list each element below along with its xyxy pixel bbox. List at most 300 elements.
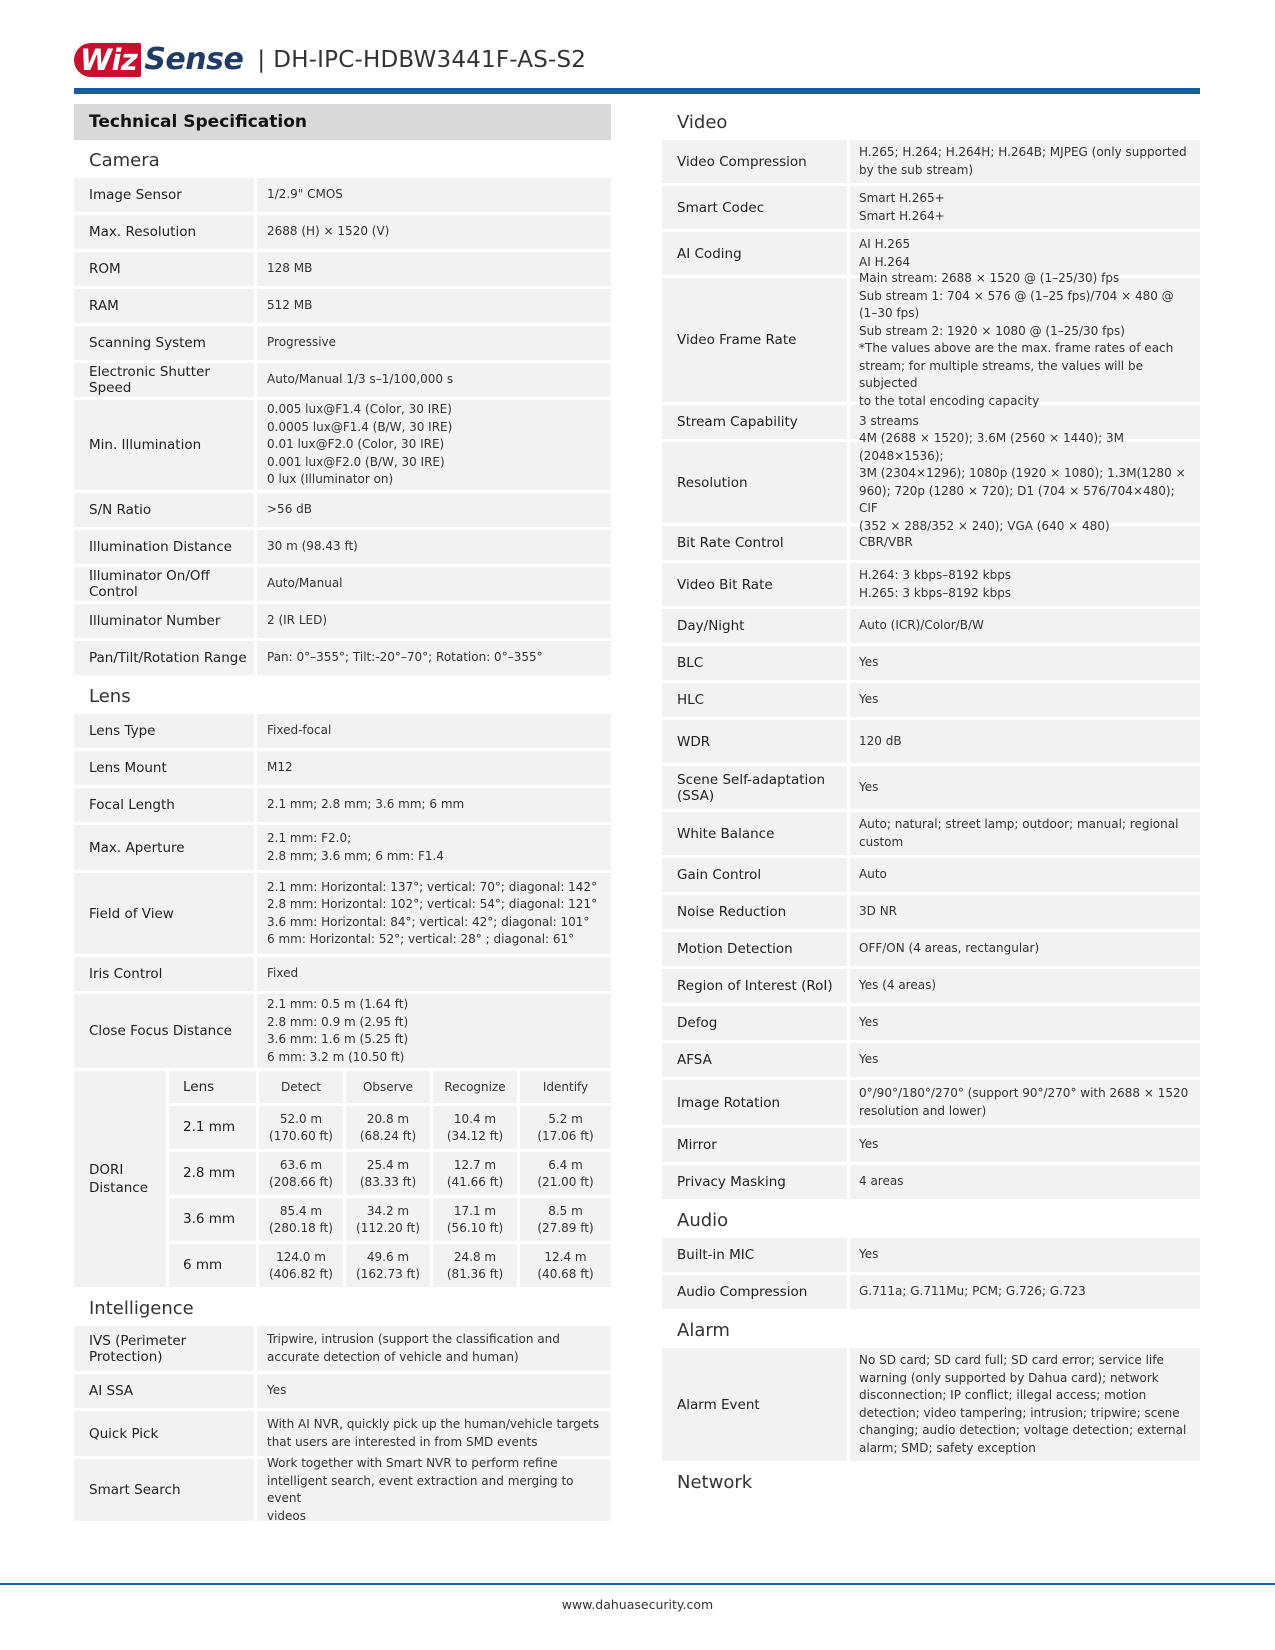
spec-row-built-in-mic (662, 1238, 1200, 1272)
section-title-alarm: Alarm (677, 1319, 730, 1341)
spec-label: Lens Type (74, 714, 257, 748)
spec-value-line: 0.001 lux@F2.0 (B/W, 30 IRE) (267, 454, 445, 469)
spec-row-white-balance (662, 812, 1200, 855)
dori-value-line: (208.66 ft) (269, 1174, 333, 1189)
wizsense-logo (74, 40, 243, 80)
dori-value-line: 10.4 m (453, 1111, 497, 1126)
dori-value-line: 52.0 m (279, 1111, 323, 1126)
spec-value-line: Progressive (267, 335, 337, 350)
spec-value (257, 363, 611, 397)
spec-value-line: Work together with Smart NVR to perform refine (267, 1456, 558, 1470)
dori-value-line: 34.2 m (366, 1203, 410, 1218)
spec-value-line: Tripwire, intrusion (support the classification and (267, 1332, 560, 1346)
header-separator: | (257, 47, 266, 73)
dori-lens: 3.6 mm (169, 1198, 259, 1241)
spec-label: Max. Aperture (74, 825, 257, 870)
dori-lens: 2.8 mm (169, 1152, 259, 1195)
spec-value-line: With AI NVR, quickly pick up the human/vehicle targets (267, 1417, 600, 1431)
spec-value (257, 215, 611, 249)
spec-label: Field of View (74, 873, 257, 954)
spec-label: Day/Night (662, 609, 850, 643)
spec-label: RAM (74, 289, 257, 323)
spec-value-line: Auto (ICR)/Color/B/W (859, 618, 984, 633)
dori-value (259, 1152, 346, 1195)
spec-row-audio-compression (662, 1275, 1200, 1309)
spec-value-line: Fixed (267, 966, 299, 981)
spec-value-line: 2.1 mm: 0.5 m (1.64 ft) (267, 997, 409, 1011)
spec-value-line: accurate detection of vehicle and human) (267, 1349, 519, 1364)
right-column (662, 104, 1200, 1500)
spec-value-line: 960); 720p (1280 × 720); D1 (704 × 576/704×480); CIF (859, 483, 1175, 515)
dori-row-6-mm (169, 1244, 611, 1287)
dori-value (259, 1106, 346, 1149)
spec-row-iris-control (74, 957, 611, 991)
spec-value-line: Main stream: 2688 × 1520 @ (1–25/30) fps (859, 271, 1120, 285)
spec-value-line: 3.6 mm: Horizontal: 84°; vertical: 42°; diagonal: 101° (267, 914, 590, 929)
spec-row-motion-detection (662, 932, 1200, 966)
dori-value-line: (56.10 ft) (446, 1220, 504, 1235)
dori-value (346, 1244, 433, 1287)
dori-value (433, 1106, 520, 1149)
dori-value-line: (68.24 ft) (359, 1128, 417, 1143)
spec-value-line: 2.8 mm: Horizontal: 102°; vertical: 54°; diagonal: 121° (267, 897, 598, 911)
dori-value (433, 1198, 520, 1241)
spec-label: HLC (662, 683, 850, 717)
spec-value-line: warning (only supported by Dahua card); network (859, 1370, 1159, 1385)
dori-value-line: 12.4 m (544, 1249, 587, 1264)
spec-label: Iris Control (74, 957, 257, 991)
spec-value (257, 530, 611, 564)
spec-value (257, 567, 611, 601)
section-title-camera: Camera (89, 149, 160, 171)
spec-value-line: 2.1 mm: F2.0; (267, 831, 352, 845)
page-header (74, 38, 586, 82)
spec-value-line: 0.005 lux@F1.4 (Color, 30 IRE) (267, 402, 452, 417)
spec-value (257, 289, 611, 323)
dori-value-line: (112.20 ft) (356, 1220, 420, 1235)
spec-row-gain-control (662, 858, 1200, 892)
dori-value-line: 24.8 m (453, 1249, 497, 1264)
spec-row-ram (74, 289, 611, 323)
spec-row-alarm-event (662, 1348, 1200, 1461)
spec-row-bit-rate-control (662, 526, 1200, 560)
spec-value-line: (1–30 fps) (859, 306, 920, 320)
dori-grid (169, 1071, 611, 1287)
header-rule (74, 88, 1200, 94)
spec-value-line: H.264: 3 kbps–8192 kbps (859, 568, 1012, 582)
dori-lens: 2.1 mm (169, 1106, 259, 1149)
spec-row-mirror (662, 1128, 1200, 1162)
spec-value (850, 720, 1200, 763)
spec-label: Defog (662, 1006, 850, 1040)
spec-label: S/N Ratio (74, 493, 257, 527)
spec-row-video-compression (662, 140, 1200, 183)
spec-label: Mirror (662, 1128, 850, 1162)
spec-value-line: that users are interested in from SMD events (267, 1434, 538, 1449)
spec-row-close-focus-distance (74, 994, 611, 1068)
dori-value-line: 12.7 m (453, 1157, 497, 1172)
spec-label: Smart Search (74, 1459, 257, 1521)
dori-header-recognize: Recognize (433, 1071, 520, 1103)
spec-value-line: Yes (859, 655, 879, 670)
spec-value-line: Pan: 0°–355°; Tilt:-20°–70°; Rotation: 0°–355° (267, 650, 543, 665)
spec-value-line: 2.1 mm: Horizontal: 137°; vertical: 70°; diagonal: 142° (267, 879, 598, 894)
spec-value-line: 30 m (98.43 ft) (267, 539, 358, 554)
section-title-video: Video (677, 111, 728, 133)
spec-value-line: disconnection; IP conflict; illegal access; motion (859, 1388, 1147, 1402)
dori-row-2-1-mm (169, 1106, 611, 1149)
spec-value (850, 1238, 1200, 1272)
spec-value (257, 641, 611, 675)
dori-value-line: (406.82 ft) (269, 1266, 333, 1281)
spec-row-ai-ssa (74, 1374, 611, 1408)
spec-value-line: Smart H.265+ (859, 191, 945, 205)
spec-value (850, 1080, 1200, 1125)
dori-value (520, 1198, 611, 1241)
dori-value-line: (83.33 ft) (359, 1174, 417, 1189)
spec-value-line: 120 dB (859, 733, 902, 748)
spec-row-min-illumination (74, 400, 611, 490)
spec-label: Privacy Masking (662, 1165, 850, 1199)
spec-value (850, 526, 1200, 560)
spec-value (850, 609, 1200, 643)
spec-value (850, 766, 1200, 809)
spec-value (850, 812, 1200, 855)
spec-label: AFSA (662, 1043, 850, 1077)
spec-value-line: 6 mm: 3.2 m (10.50 ft) (267, 1049, 405, 1064)
spec-value (257, 788, 611, 822)
dori-value (346, 1198, 433, 1241)
spec-value-line: G.711a; G.711Mu; PCM; G.726; G.723 (859, 1284, 1086, 1299)
spec-row-max-resolution (74, 215, 611, 249)
spec-row-image-rotation (662, 1080, 1200, 1125)
spec-value-line: 2688 (H) × 1520 (V) (267, 224, 390, 239)
spec-value (850, 932, 1200, 966)
dori-value (346, 1152, 433, 1195)
spec-row-video-frame-rate (662, 271, 1200, 408)
spec-label: Lens Mount (74, 751, 257, 785)
spec-label: Built-in MIC (662, 1238, 850, 1272)
spec-value (257, 493, 611, 527)
spec-label: White Balance (662, 812, 850, 855)
spec-row-privacy-masking (662, 1165, 1200, 1199)
logo-sense-text: Sense (144, 42, 244, 77)
dori-value-line: (162.73 ft) (356, 1266, 420, 1281)
dori-label-line: DORI (89, 1162, 124, 1178)
dori-value-line: (27.89 ft) (537, 1220, 594, 1235)
spec-value (257, 1326, 611, 1371)
dori-label-line: Distance (89, 1180, 149, 1196)
spec-value (850, 271, 1200, 408)
spec-value-line: H.265: 3 kbps–8192 kbps (859, 585, 1012, 600)
dori-value-line: 85.4 m (279, 1203, 323, 1218)
spec-value (850, 646, 1200, 680)
spec-value (257, 604, 611, 638)
spec-value-line: 0.0005 lux@F1.4 (B/W, 30 IRE) (267, 419, 453, 434)
spec-label: Motion Detection (662, 932, 850, 966)
spec-row-region-of-interest-roi (662, 969, 1200, 1003)
dori-value-line: (170.60 ft) (269, 1128, 333, 1143)
spec-label: ROM (74, 252, 257, 286)
spec-value-line: Yes (859, 1052, 879, 1067)
dori-value-line: 20.8 m (366, 1111, 410, 1126)
spec-value (257, 1456, 611, 1523)
spec-row-focal-length (74, 788, 611, 822)
spec-label: Noise Reduction (662, 895, 850, 929)
spec-label: Max. Resolution (74, 215, 257, 249)
spec-label: Region of Interest (RoI) (662, 969, 850, 1003)
spec-value-line: 2.8 mm: 0.9 m (2.95 ft) (267, 1014, 409, 1029)
spec-row-max-aperture (74, 825, 611, 870)
dori-value (346, 1106, 433, 1149)
dori-value-line: (21.00 ft) (537, 1174, 594, 1189)
spec-row-blc (662, 646, 1200, 680)
spec-value-line: 3D NR (859, 904, 898, 919)
spec-label: IVS (Perimeter Protection) (74, 1326, 257, 1371)
spec-value-line: alarm; SMD; safety exception (859, 1440, 1036, 1455)
dori-value-line: (41.66 ft) (446, 1174, 504, 1189)
spec-value-line: changing; audio detection; voltage detection; external (859, 1423, 1187, 1437)
spec-value-line: Auto/Manual 1/3 s–1/100,000 s (267, 372, 454, 387)
spec-value-line: Yes (859, 1015, 879, 1030)
spec-label: Video Compression (662, 140, 850, 183)
spec-row-illuminator-number (74, 604, 611, 638)
spec-label: Scanning System (74, 326, 257, 360)
spec-banner: Technical Specification (74, 104, 611, 140)
spec-value-line: resolution and lower) (859, 1103, 987, 1118)
dori-value-line: 49.6 m (366, 1249, 410, 1264)
spec-label: Min. Illumination (74, 400, 257, 490)
dori-header-observe: Observe (346, 1071, 433, 1103)
spec-value-line: >56 dB (267, 502, 312, 517)
spec-value-line: by the sub stream) (859, 162, 974, 177)
spec-value-line: Sub stream 1: 704 × 576 @ (1–25 fps)/704 × 480 @ (859, 288, 1174, 303)
spec-row-image-sensor (74, 178, 611, 212)
spec-value (850, 858, 1200, 892)
spec-value-line: 0.01 lux@F2.0 (Color, 30 IRE) (267, 437, 445, 452)
spec-value-line: 512 MB (267, 298, 313, 313)
spec-row-lens-mount (74, 751, 611, 785)
spec-row-noise-reduction (662, 895, 1200, 929)
section-title-lens: Lens (89, 685, 131, 707)
spec-row-wdr (662, 720, 1200, 763)
spec-row-pan-tilt-rotation-range (74, 641, 611, 675)
spec-value-line: *The values above are the max. frame rates of each (859, 341, 1174, 355)
spec-label: Smart Codec (662, 186, 850, 229)
spec-row-defog (662, 1006, 1200, 1040)
spec-value-line: 1/2.9" CMOS (267, 187, 343, 202)
spec-row-electronic-shutter-speed (74, 363, 611, 397)
spec-value-line: M12 (267, 760, 293, 775)
spec-value-line: Auto (859, 867, 887, 882)
spec-row-illumination-distance (74, 530, 611, 564)
spec-label: Illuminator On/Off Control (74, 567, 257, 601)
spec-value (850, 1128, 1200, 1162)
logo-wiz-text: Wiz (74, 43, 141, 77)
spec-value-line: Yes (4 areas) (859, 978, 937, 993)
footer-url: www.dahuasecurity.com (561, 1597, 714, 1612)
spec-row-video-bit-rate (662, 563, 1200, 606)
spec-row-hlc (662, 683, 1200, 717)
dori-value (259, 1244, 346, 1287)
spec-row-afsa (662, 1043, 1200, 1077)
spec-value-line: 0 lux (Illuminator on) (267, 472, 394, 487)
spec-value (850, 1165, 1200, 1199)
spec-label: Bit Rate Control (662, 526, 850, 560)
spec-label: Pan/Tilt/Rotation Range (74, 641, 257, 675)
spec-label: Quick Pick (74, 1411, 257, 1456)
spec-value (257, 714, 611, 748)
spec-label: BLC (662, 646, 850, 680)
spec-value-line: 4 areas (859, 1174, 904, 1189)
spec-value (257, 873, 611, 954)
spec-label: AI SSA (74, 1374, 257, 1408)
spec-value-line: 3M (2304×1296); 1080p (1920 × 1080); 1.3M(1280 × (859, 466, 1186, 480)
spec-value (850, 563, 1200, 606)
dori-value-line: (34.12 ft) (446, 1128, 504, 1143)
dori-value-line: (17.06 ft) (537, 1128, 594, 1143)
spec-value (257, 326, 611, 360)
spec-row-field-of-view (74, 873, 611, 954)
dori-value-line: 25.4 m (366, 1157, 410, 1172)
spec-value-line: Yes (859, 1247, 879, 1262)
spec-value-line: H.265; H.264; H.264H; H.264B; MJPEG (only supported (859, 145, 1187, 159)
spec-value-line: OFF/ON (4 areas, rectangular) (859, 941, 1040, 956)
spec-value-line: 2 (IR LED) (267, 613, 328, 628)
spec-value (257, 252, 611, 286)
spec-value-line: 3.6 mm: 1.6 m (5.25 ft) (267, 1032, 409, 1046)
dori-value-line: 17.1 m (453, 1203, 497, 1218)
spec-value-line: Fixed-focal (267, 723, 332, 738)
spec-label: Electronic Shutter Speed (74, 363, 257, 397)
footer-rule (0, 1583, 1275, 1585)
spec-value (850, 232, 1200, 275)
spec-value (257, 400, 611, 490)
spec-label: Illuminator Number (74, 604, 257, 638)
spec-value (850, 1043, 1200, 1077)
spec-row-day-night (662, 609, 1200, 643)
spec-label: Video Bit Rate (662, 563, 850, 606)
spec-label: Audio Compression (662, 1275, 850, 1309)
dori-header-identify: Identify (520, 1071, 611, 1103)
spec-value-line: videos (267, 1508, 307, 1523)
dori-row-2-8-mm (169, 1152, 611, 1195)
dori-value-line: 5.2 m (548, 1111, 583, 1126)
spec-value-line: Yes (859, 1137, 879, 1152)
dori-lens: 6 mm (169, 1244, 259, 1287)
spec-row-rom (74, 252, 611, 286)
spec-value-line: Yes (267, 1383, 287, 1398)
dori-value (520, 1152, 611, 1195)
section-title-intelligence: Intelligence (89, 1297, 194, 1319)
spec-value (257, 957, 611, 991)
spec-value-line: to the total encoding capacity (859, 393, 1040, 408)
spec-label: Image Rotation (662, 1080, 850, 1125)
spec-value-line: Yes (859, 692, 879, 707)
spec-value (850, 969, 1200, 1003)
spec-value-line: 3 streams (859, 414, 919, 429)
spec-value (850, 895, 1200, 929)
spec-value-line: (352 × 288/352 × 240); VGA (640 × 480) (859, 518, 1110, 533)
spec-row-scanning-system (74, 326, 611, 360)
spec-value-line: 6 mm: Horizontal: 52°; vertical: 28° ; diagonal: 61° (267, 932, 575, 946)
section-title-audio: Audio (677, 1209, 729, 1231)
spec-label: Illumination Distance (74, 530, 257, 564)
spec-row-quick-pick (74, 1411, 611, 1456)
spec-row-smart-codec (662, 186, 1200, 229)
dori-value-line: 63.6 m (279, 1157, 323, 1172)
dori-value-line: 8.5 m (548, 1203, 583, 1218)
spec-value (850, 186, 1200, 229)
spec-label: Close Focus Distance (74, 994, 257, 1068)
spec-value-line: AI H.265 (859, 237, 911, 251)
spec-row-ivs-perimeter-protection (74, 1326, 611, 1371)
spec-value (257, 825, 611, 870)
spec-value (850, 683, 1200, 717)
spec-value (850, 431, 1200, 533)
spec-row-smart-search (74, 1456, 611, 1523)
model-number (257, 47, 586, 73)
spec-label: Focal Length (74, 788, 257, 822)
spec-value-line: 2.8 mm; 3.6 mm; 6 mm: F1.4 (267, 848, 444, 863)
dori-value (520, 1106, 611, 1149)
dori-value (433, 1152, 520, 1195)
spec-value (257, 178, 611, 212)
spec-label: AI Coding (662, 232, 850, 275)
spec-value-line: Yes (859, 779, 879, 794)
spec-value (850, 1006, 1200, 1040)
spec-row-scene-self-adaptation-ssa (662, 766, 1200, 809)
spec-row-ai-coding (662, 232, 1200, 275)
spec-label: WDR (662, 720, 850, 763)
spec-value-line: 128 MB (267, 261, 313, 276)
spec-value-line: CBR/VBR (859, 535, 913, 550)
section-title-network: Network (677, 1471, 753, 1493)
dori-value-line: (81.36 ft) (446, 1266, 504, 1281)
spec-value (257, 1411, 611, 1456)
spec-value (850, 140, 1200, 183)
dori-value (433, 1244, 520, 1287)
spec-value-line: 4M (2688 × 1520); 3.6M (2560 × 1440); 3M (2048×1536); (859, 431, 1125, 463)
model-text: DH-IPC-HDBW3441F-AS-S2 (273, 47, 587, 73)
spec-value-line: AI H.264 (859, 254, 911, 269)
spec-label: Image Sensor (74, 178, 257, 212)
spec-value-line: custom (859, 834, 904, 849)
spec-value (850, 1348, 1200, 1461)
spec-row-s-n-ratio (74, 493, 611, 527)
dori-value-line: 124.0 m (276, 1249, 326, 1264)
spec-row-resolution (662, 431, 1200, 533)
dori-value (520, 1244, 611, 1287)
spec-value (257, 751, 611, 785)
spec-label: Resolution (662, 442, 850, 523)
spec-label: Scene Self-adaptation (SSA) (662, 766, 850, 809)
dori-header-detect: Detect (259, 1071, 346, 1103)
spec-value-line: intelligent search, event extraction and merging to event (267, 1473, 574, 1505)
spec-row-lens-type (74, 714, 611, 748)
spec-row-illuminator-on-off-control (74, 567, 611, 601)
dori-distance-table (74, 1071, 611, 1287)
spec-value-line: Smart H.264+ (859, 208, 945, 223)
spec-label: Stream Capability (662, 405, 850, 439)
spec-label: Alarm Event (662, 1348, 850, 1461)
dori-value-line: (40.68 ft) (537, 1266, 594, 1281)
dori-header-row (169, 1071, 611, 1103)
spec-value-line: 0°/90°/180°/270° (support 90°/270° with 2688 × 1520 (859, 1086, 1189, 1100)
spec-value-line: Sub stream 2: 1920 × 1080 @ (1–25/30 fps) (859, 323, 1125, 338)
spec-value-line: Auto/Manual (267, 576, 343, 591)
spec-value-line: 2.1 mm; 2.8 mm; 3.6 mm; 6 mm (267, 797, 465, 812)
